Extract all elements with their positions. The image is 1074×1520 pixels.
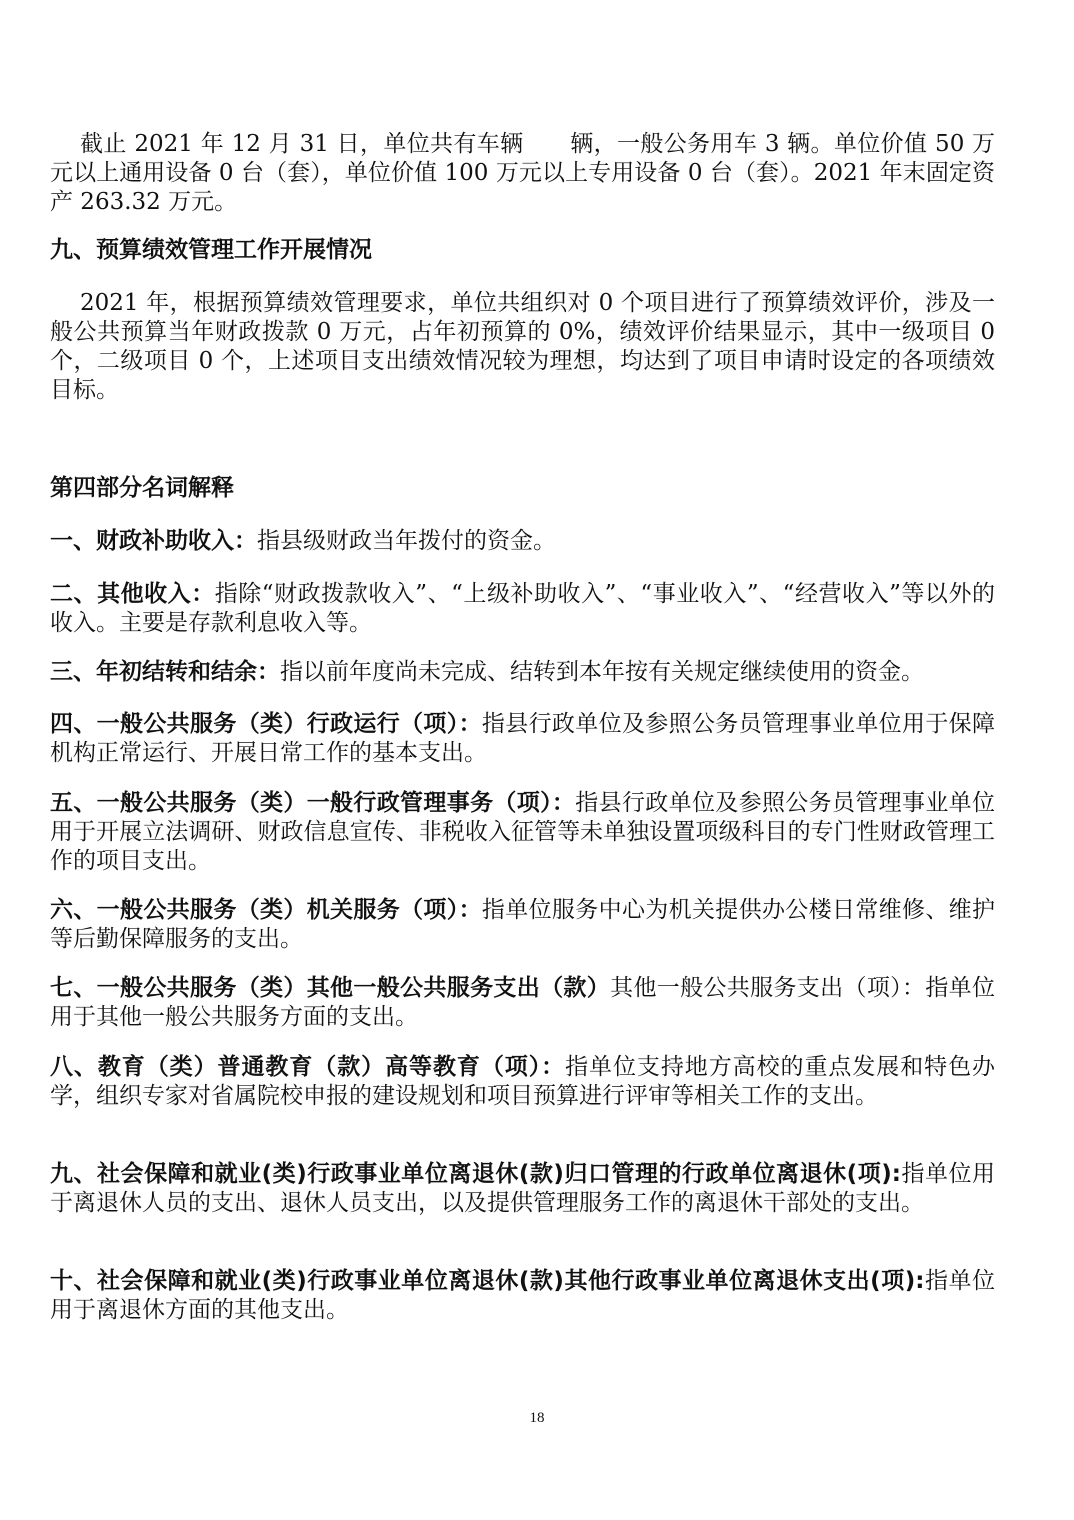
term-item-10 (50, 1267, 995, 1325)
term-name: 四、一般公共服务（类）行政运行（项）： (50, 711, 482, 737)
term-definition: 指单位用于离退休方面的其他支出。 (50, 1268, 995, 1323)
assets-paragraph: 截止 2021 年 12 月 31 日，单位共有车辆 辆，一般公务用车 3 辆。单位价值 50 万元以上通用设备 0 台（套），单位价值 100 万元以上专用设备 0 台（套）。2021 年末固定资产 263.32 万元。 (50, 131, 995, 215)
term-item-4 (50, 710, 995, 768)
term-name: 一、财政补助收入： (50, 528, 257, 554)
term-item-2 (50, 580, 995, 638)
term-definition: 指县行政单位及参照公务员管理事业单位用于开展立法调研、财政信息宣传、非税收入征管等未单独设置项级科目的专门性财政管理工作的项目支出。 (50, 790, 996, 874)
term-name: 三、年初结转和结余： (50, 659, 280, 685)
term-definition: 指单位用于离退休人员的支出、退休人员支出，以及提供管理服务工作的离退休干部处的支出。 (50, 1161, 995, 1216)
performance-paragraph: 2021 年，根据预算绩效管理要求，单位共组织对 0 个项目进行了预算绩效评价，涉及一般公共预算当年财政拨款 0 万元，占年初预算的 0%，绩效评价结果显示，其中一级项目 0 个，二级项目 0 个，上述项目支出绩效情况较为理想，均达到了项目申请时设定的各项绩效目标。 (50, 290, 995, 403)
term-name: 八、教育（类）普通教育（款）高等教育（项）： (50, 1054, 566, 1080)
term-name: 二、其他收入： (50, 581, 215, 607)
term-definition: 指县级财政当年拨付的资金。 (257, 528, 556, 554)
part4-title: 第四部分名词解释 (50, 475, 234, 501)
term-item-5 (50, 789, 995, 876)
term-name: 十、社会保障和就业(类)行政事业单位离退休(款)其他行政事业单位离退休支出(项): (50, 1268, 925, 1294)
term-item-3 (50, 658, 995, 687)
term-name: 七、一般公共服务（类）其他一般公共服务支出（款） (50, 975, 611, 1001)
term-definition: 指单位服务中心为机关提供办公楼日常维修、维护等后勤保障服务的支出。 (50, 897, 996, 952)
term-name: 五、一般公共服务（类）一般行政管理事务（项）： (50, 790, 576, 816)
term-name: 六、一般公共服务（类）机关服务（项）： (50, 897, 482, 923)
term-item-9 (50, 1160, 995, 1218)
term-definition: 指县行政单位及参照公务员管理事业单位用于保障机构正常运行、开展日常工作的基本支出。 (50, 711, 996, 766)
term-item-7 (50, 974, 995, 1032)
term-definition: 指单位支持地方高校的重点发展和特色办学，组织专家对省属院校申报的建设规划和项目预算进行评审等相关工作的支出。 (50, 1054, 996, 1109)
term-name: 九、社会保障和就业(类)行政事业单位离退休(款)归口管理的行政单位离退休(项): (50, 1161, 901, 1187)
page-number: 18 (529, 1410, 545, 1426)
performance-heading: 九、预算绩效管理工作开展情况 (50, 237, 372, 263)
term-definition: 指以前年度尚未完成、结转到本年按有关规定继续使用的资金。 (280, 659, 924, 685)
term-item-6 (50, 896, 995, 954)
term-definition: 其他一般公共服务支出（项）：指单位用于其他一般公共服务方面的支出。 (50, 975, 996, 1030)
term-item-1 (50, 527, 995, 556)
term-item-8 (50, 1053, 995, 1111)
term-definition: 指除“财政拨款收入”、“上级补助收入”、“事业收入”、“经营收入”等以外的收入。主要是存款利息收入等。 (50, 581, 995, 636)
